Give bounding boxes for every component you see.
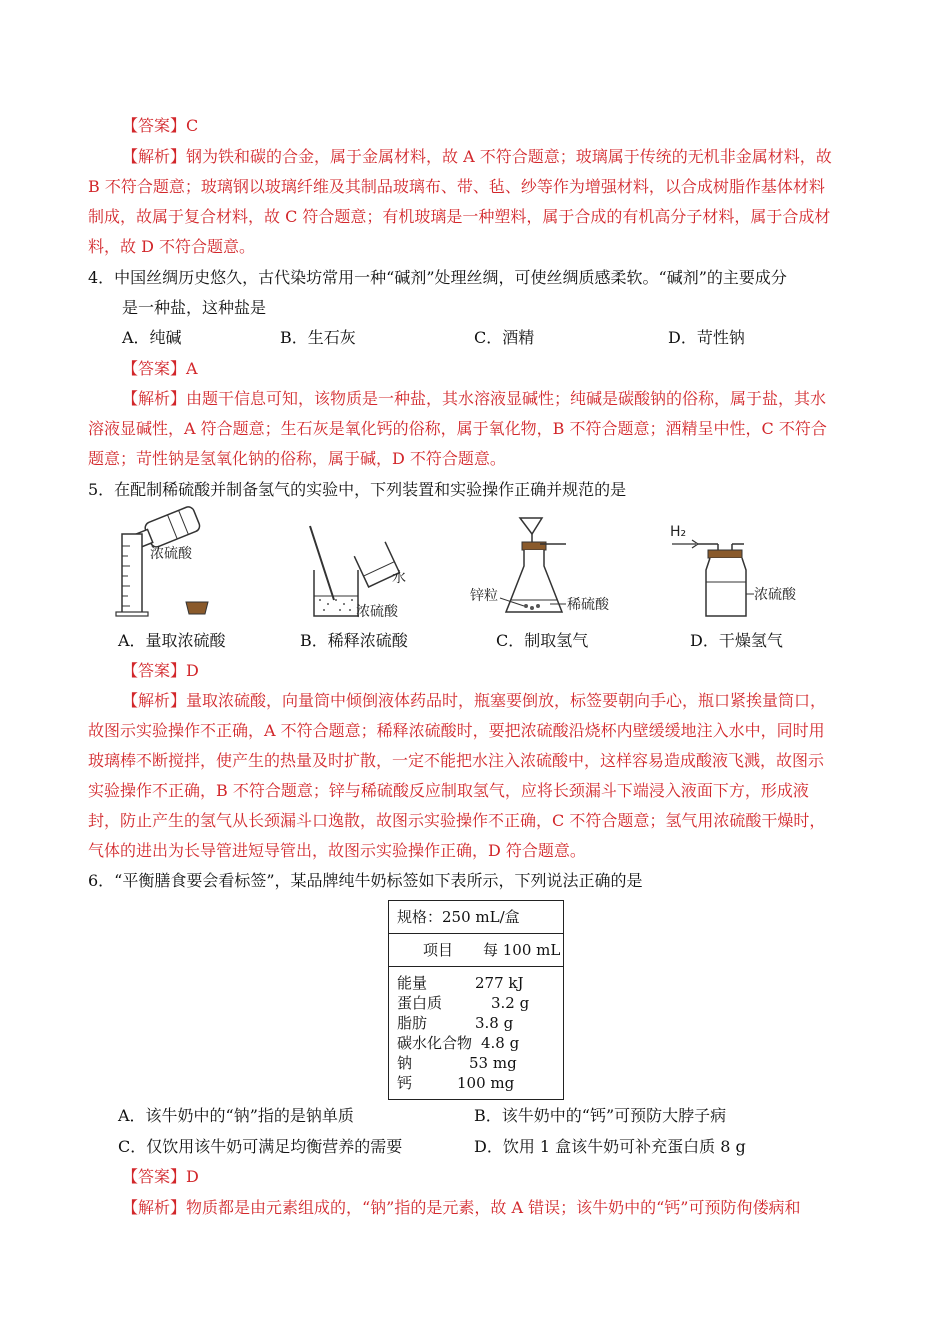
nutrient-name: 碳水化合物 [397,1034,473,1052]
q4-analysis-line: 【解析】由题干信息可知，该物质是一种盐，其水溶液显碱性；纯碱是碳酸钠的俗称，属于盐，其水 [122,389,827,408]
q5-analysis-line: 封，防止产生的氢气从长颈漏斗口逸散，故图示实验操作不正确，C 不符合题意；氢气用浓硫酸干燥时， [88,811,826,830]
label-spec: 规格：250 mL/盒 [397,908,520,926]
q6-stem: 6．“平衡膳食要会看标签”，某品牌纯牛奶标签如下表所示，下列说法正确的是 [88,871,643,890]
q6-option-c: C．仅饮用该牛奶可满足均衡营养的需要 [118,1137,403,1156]
q4-option-b: B．生石灰 [280,328,356,347]
q6-analysis-line: 【解析】物质都是由元素组成的，“钠”指的是元素，故 A 错误；该牛奶中的“钙”可预防佝偻病和 [122,1198,801,1217]
milk-label-table [388,900,564,1100]
diagram-dilute-acid [300,524,430,624]
q5-analysis-line: 故图示实验操作不正确，A 不符合题意；稀释浓硫酸时，要把浓硫酸沿烧杯内壁缓缓地注入水中，同时用 [88,721,825,740]
diagram-c-label-acid: 稀硫酸 [567,597,609,613]
diagram-dry-hydrogen [668,522,808,620]
q3-analysis-line: 料，故 D 不符合题意。 [88,237,256,256]
q4-option-d: D．苛性钠 [668,328,745,347]
label-row [389,973,563,993]
nutrient-value: 53 mg [469,1054,517,1072]
label-row [389,993,563,1013]
q4-analysis-line: 题意；苛性钠是氢氧化钠的俗称，属于碱，D 不符合题意。 [88,449,506,468]
q5-option-a: A．量取浓硫酸 [118,631,226,650]
nutrient-name: 钠 [397,1054,413,1072]
nutrient-name: 蛋白质 [397,994,443,1012]
q6-option-d: D．饮用 1 盒该牛奶可补充蛋白质 8 g [474,1137,746,1156]
diagram-d-label-h2: H₂ [670,524,687,540]
label-nutrient-list [389,966,563,1099]
label-row [389,1013,563,1033]
label-row [389,1073,563,1093]
q5-option-d: D．干燥氢气 [690,631,783,650]
diagram-b-label-water: 水 [392,570,406,586]
q3-analysis-line: B 不符合题意；玻璃钢以玻璃纤维及其制品玻璃布、带、毡、纱等作为增强材料，以合成树脂作基体材料 [88,177,825,196]
nutrient-name: 钙 [397,1074,413,1092]
nutrient-name: 能量 [397,974,428,992]
q5-option-c: C．制取氢气 [496,631,589,650]
q5-analysis-line: 实验操作不正确，B 不符合题意；锌与稀硫酸反应制取氢气，应将长颈漏斗下端浸入液面下方，形成液 [88,781,809,800]
diagram-measure-acid [112,506,232,622]
q4-option-a: A．纯碱 [122,328,182,347]
label-header: 项目 每 100 mL [389,933,563,966]
nutrient-value: 3.2 g [491,994,530,1012]
q4-analysis-line: 溶液显碱性，A 符合题意；生石灰是氧化钙的俗称，属于氧化物，B 不符合题意；酒精呈中性，C 不符合 [88,419,827,438]
diagram-d-label-acid: 浓硫酸 [754,587,796,603]
q5-stem: 5．在配制稀硫酸并制备氢气的实验中，下列装置和实验操作正确并规范的是 [88,480,627,499]
q6-answer: 【答案】D [122,1167,199,1186]
q5-answer: 【答案】D [122,661,199,680]
q5-analysis-line: 玻璃棒不断搅拌，使产生的热量及时扩散，一定不能把水注入浓硫酸中，这样容易造成酸液飞溅，故图示 [88,751,825,770]
q6-option-a: A．该牛奶中的“钠”指的是钠单质 [118,1106,354,1125]
q3-analysis-line: 【解析】钢为铁和碳的合金，属于金属材料，故 A 不符合题意；玻璃属于传统的无机非金属材料，故 [122,147,832,166]
label-row [389,1033,563,1053]
label-row [389,1053,563,1073]
q5-analysis-line: 【解析】量取浓硫酸，向量筒中倾倒液体药品时，瓶塞要倒放，标签要朝向手心，瓶口紧挨量筒口， [122,691,827,710]
q5-option-b: B．稀释浓硫酸 [300,631,408,650]
q4-stem-cont: 是一种盐，这种盐是 [122,298,267,317]
q6-option-b: B．该牛奶中的“钙”可预防大脖子病 [474,1106,727,1125]
q4-option-c: C．酒精 [474,328,535,347]
nutrient-value: 3.8 g [475,1014,514,1032]
nutrient-value: 100 mg [457,1074,515,1092]
diagram-a-label: 浓硫酸 [150,546,192,562]
q5-analysis-line: 气体的进出为长导管进短导管出，故图示实验操作正确，D 符合题意。 [88,841,586,860]
nutrient-name: 脂肪 [397,1014,428,1032]
q3-answer: 【答案】C [122,116,199,135]
diagram-make-hydrogen [470,512,620,622]
diagram-b-label-acid: 浓硫酸 [356,604,398,620]
nutrient-value: 277 kJ [475,974,524,992]
q3-analysis-line: 制成，故属于复合材料，故 C 符合题意；有机玻璃是一种塑料，属于合成的有机高分子材料，属于合成材 [88,207,831,226]
diagram-c-label-zinc: 锌粒 [470,588,498,604]
nutrient-value: 4.8 g [481,1034,520,1052]
q4-answer: 【答案】A [122,359,198,378]
q4-stem: 4．中国丝绸历史悠久，古代染坊常用一种“碱剂”处理丝绸，可使丝绸质感柔软。“碱剂”的主要成分 [88,268,787,287]
